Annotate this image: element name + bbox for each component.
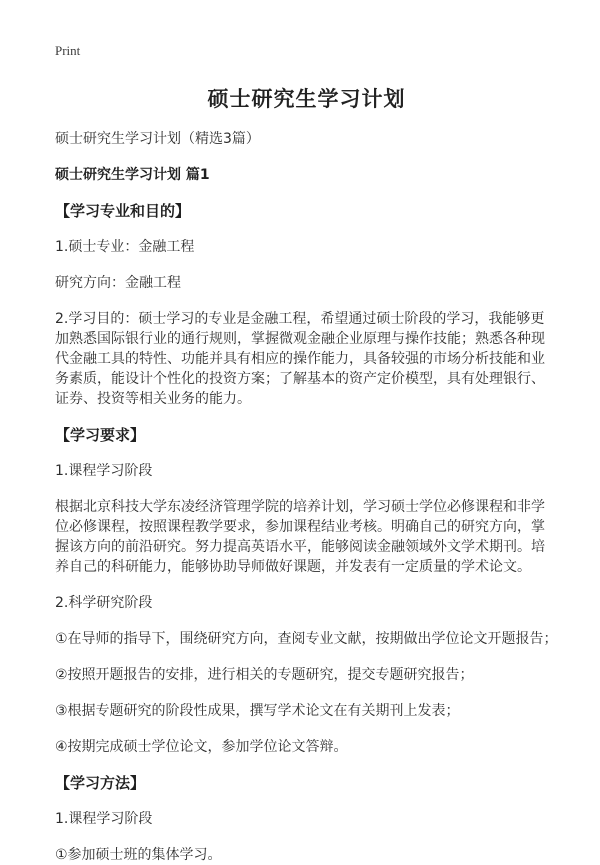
section-heading-study-requirements: 【学习要求】 [55,426,146,444]
paragraph-group-study: ①参加硕士班的集体学习。 [55,847,222,863]
paragraph-course-stage-methods: 1.课程学习阶段 [55,811,153,827]
paragraph-item-2: ②按照开题报告的安排，进行相关的专题研究，提交专题研究报告； [55,667,474,683]
paragraph-item-4: ④按期完成硕士学位论文，参加学位论文答辩。 [55,739,348,755]
article-heading: 硕士研究生学习计划 篇1 [55,167,210,183]
paragraph-course-stage: 1.课程学习阶段 [55,463,153,479]
paragraph-major: 1.硕士专业：金融工程 [55,239,195,255]
paragraph-course-stage-detail: 根据北京科技大学东凌经济管理学院的培养计划，学习硕士学位必修课程和非学位必修课程，按照课程教学要求，参加课程结业考核。明确自己的研究方向，掌握该方向的前沿研究。努力提高英语水平，能够阅读金融领域外文学术期刊。培养自己的科研能力，能够协助导师做好课题，并发表有一定质量的学术论文。 [55,499,545,575]
subtitle: 硕士研究生学习计划（精选3篇） [55,131,260,147]
section-heading-study-major-purpose: 【学习专业和目的】 [55,202,191,220]
paragraph-item-1: ①在导师的指导下，围绕研究方向，查阅专业文献，按期做出学位论文开题报告； [55,631,558,647]
paragraph-research-stage: 2.科学研究阶段 [55,595,153,611]
paragraph-research-direction: 研究方向：金融工程 [55,275,181,291]
paragraph-item-3: ③根据专题研究的阶段性成果，撰写学术论文在有关期刊上发表； [55,703,460,719]
print-link[interactable]: Print [55,43,81,58]
page-title: 硕士研究生学习计划 [207,87,406,111]
paragraph-study-purpose: 2.学习目的：硕士学习的专业是金融工程，希望通过硕士阶段的学习，我能够更加熟悉国际银行业的通行规则，掌握微观金融企业原理与操作技能；熟悉各种现代金融工具的特性、功能并具有相应的操作能力，具备较强的市场分析技能和业务素质，能设计个性化的投资方案；了解基本的资产定价模型，具有处理银行、证券、投资等相关业务的能力。 [55,311,545,407]
section-heading-study-methods: 【学习方法】 [55,774,146,792]
